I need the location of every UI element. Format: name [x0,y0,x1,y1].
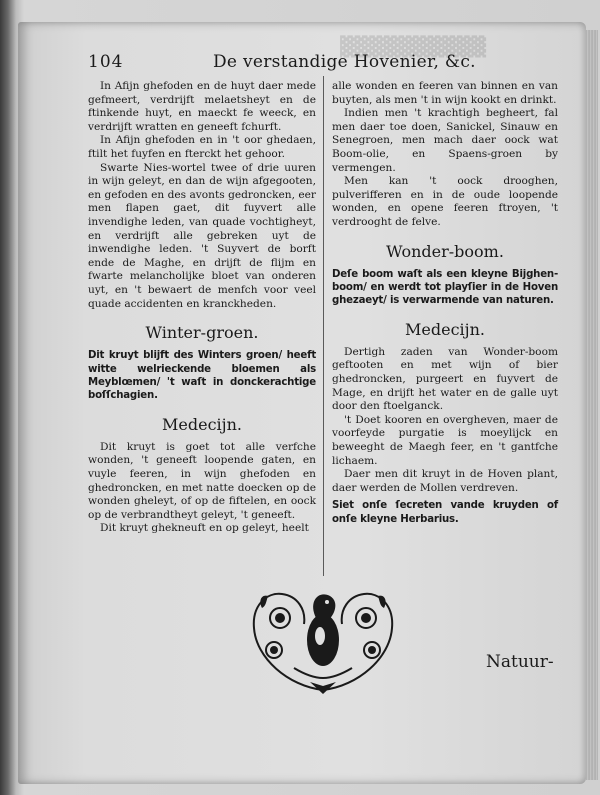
paragraph: Daer men dit kruyt in de Hoven plant, daer werden de Mollen verdreven. [332,468,558,494]
paragraph: Swarte Nies-wortel twee of drie uuren in wijn geleyt, en dan de wijn afgegooten, en gefoden en des avonts gedroncken, eer men flapen gaet, dit fuyvert alle invendighe leden, van quade vochtigheyt, en verdrijft alle gebreken uyt de inwendighe leden. 't Suyvert de borft ende de Maghe, en drijft de flijm en fwarte melancholijke bloet van onderen uyt, en 't bewaert de menfch voor veel quade accidenten en kranckheden. [88,161,316,310]
section-heading-wonder-boom: Wonder-boom. [386,241,504,261]
paragraph: In Afijn ghefoden en in 't oor ghedaen, ftilt het fuyfen en fterckt het gehoor. [88,134,316,160]
page-header [88,52,558,74]
right-column [332,80,558,526]
paragraph: Dit kruyt is goet tot alle verfche wonden, 't geneeft loopende gaten, en vuyle feeren, in wijn ghefoden en ghedroncken, en met natte doecken op de wonden gheleyt, of op de fiftelen, en oock op de verbrandtheyt geleyt, 't geneeft. [88,440,316,521]
paragraph: 't Doet kooren en overgheven, maer de voorfeyde purgatie is moeylijck en beweeght de Maegh feer, en 't gantfche lichaem. [332,413,558,467]
blackletter-reference: Siet onſe ſecreten vande kruyden of onſe kleyne Herbarius. [332,500,558,525]
page-number: 104 [88,52,124,72]
catchword: Natuur- [486,652,554,672]
paragraph: Indien men 't krachtigh begheert, fal men daer toe doen, Sanickel, Sinauw en Senegroen, men mach daer oock wat Boom-olie, en Spaens-groen by vermengen. [332,107,558,174]
page-edges [586,30,598,780]
paragraph: Men kan 't oock drooghen, pulverifferen en in de oude loopende wonden, en opene feeren ftroyen, 't verdrooght de felve. [332,175,558,228]
column-rule [323,76,324,576]
paragraph: Dertigh zaden van Wonder-boom geftooten en met wijn of bier ghedroncken, purgeert en fuyvert de Mage, en drijft het water en de galle uyt door den ftoelganck. [332,345,558,413]
left-column [88,80,316,536]
paragraph: alle wonden en feeren van binnen en van buyten, als men 't in wijn kookt en drinkt. [332,80,558,106]
section-heading-winter-groen: Winter-groen. [145,323,259,343]
blackletter-description: Dit kruyt blijft des Winters groen/ heeft witte welrieckende bloemen als Meyblœmen/ 't waſt in donckerachtige boſſchagien. [88,350,316,402]
paragraph: Dit kruyt ghekneuft en op geleyt, heelt [100,522,309,535]
running-head: De verstandige Hovenier, &c. [213,52,476,72]
woodcut-ornament-icon [248,578,398,698]
section-heading-medecijn: Medecijn. [405,319,485,339]
section-heading-medecijn: Medecijn. [162,414,242,434]
paragraph: In Afijn ghefoden en de huyt daer mede gefmeert, verdrijft melaetsheyt en de ftinkende huyt, en maeckt fe weeck, en verdrijft wratten en geneeft fchurft. [88,80,316,133]
blackletter-description: Deſe boom waſt als een kleyne Bijghen-boom/ en werdt tot playſier in de Hoven ghezaeyt/ is verwarmende van naturen. [332,268,558,307]
